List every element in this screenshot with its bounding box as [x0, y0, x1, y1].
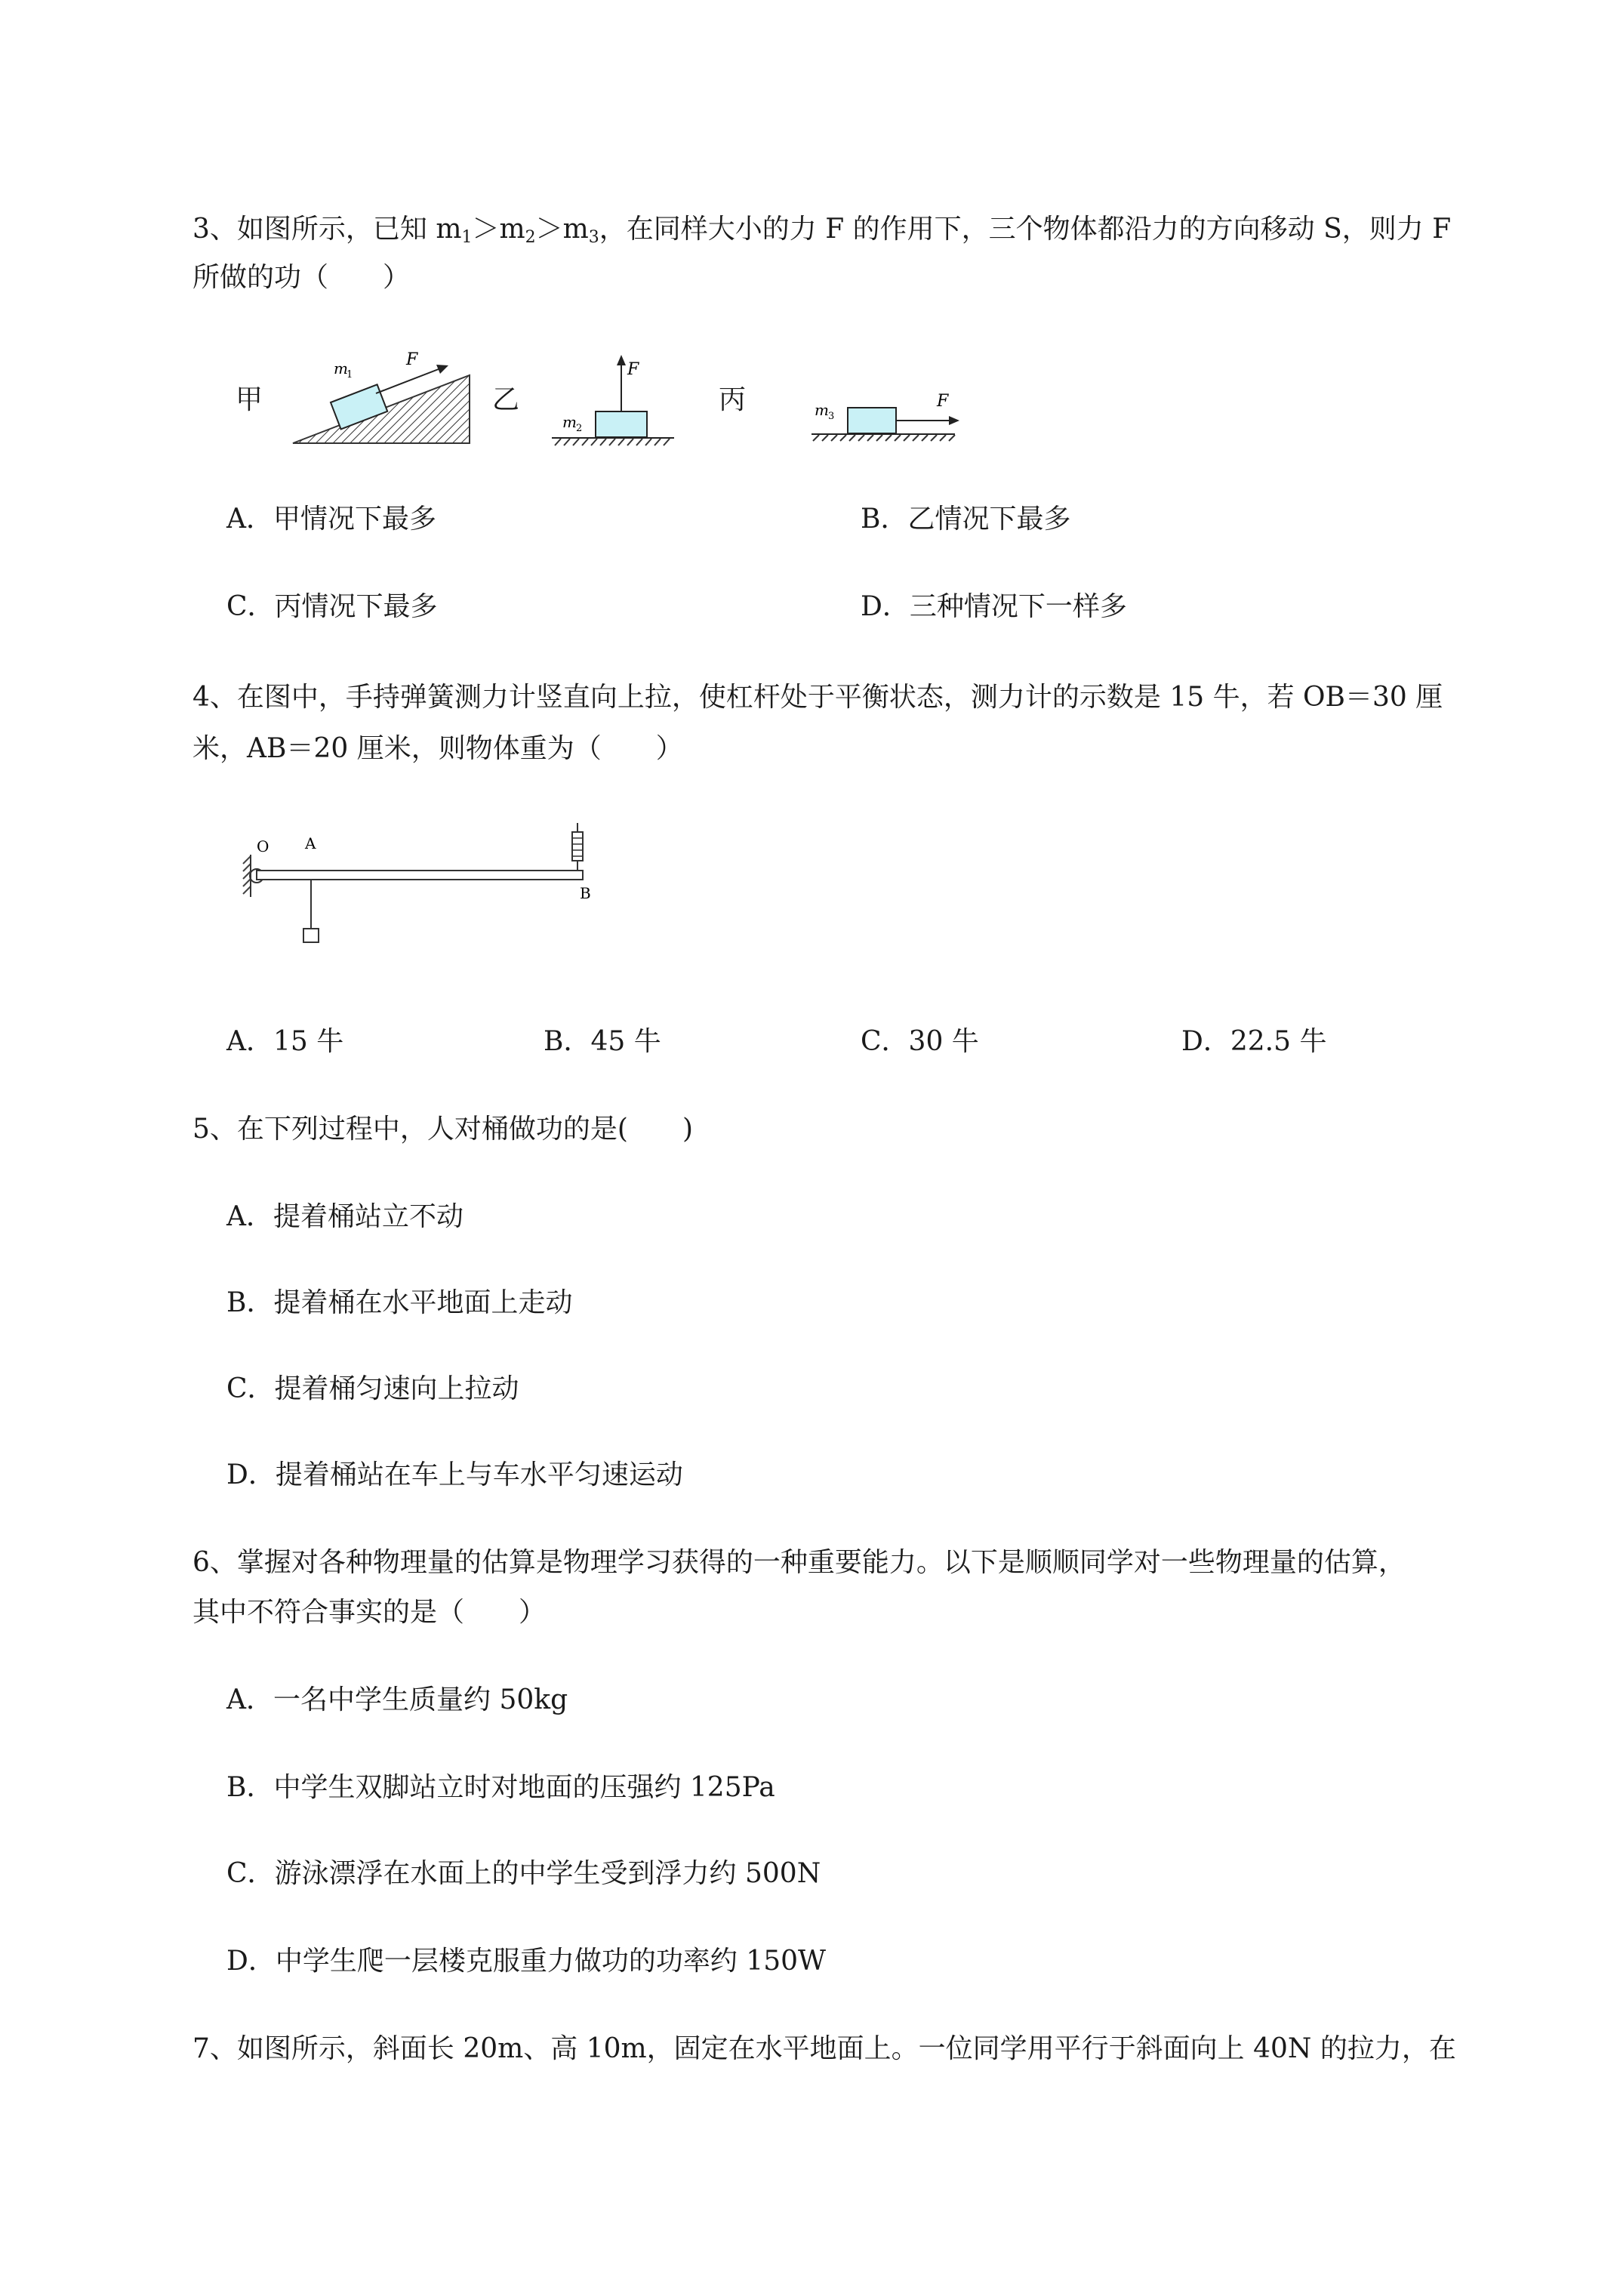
q7-stem-line1: 7、如图所示，斜面长 20m、高 10m，固定在水平地面上。一位同学用平行于斜面向上 40N 的拉力，在 — [192, 2033, 1456, 2064]
q4-option-b[interactable]: B．45 牛 — [544, 1026, 661, 1057]
incline-figure — [287, 344, 483, 449]
q4-option-c[interactable]: C．30 牛 — [861, 1026, 979, 1057]
q3-option-d[interactable]: D．三种情况下一样多 — [861, 591, 1127, 622]
q4-stem-line1: 4、在图中，手持弹簧测力计竖直向上拉，使杠杆处于平衡状态，测力计的示数是 15 牛，若 OB＝30 厘 — [192, 682, 1443, 713]
q3-stem-line2: 所做的功（ ） — [192, 262, 411, 293]
point-b-label: B — [580, 884, 591, 902]
horizontal-pull-figure — [804, 362, 970, 445]
f-label-1: F — [406, 350, 418, 369]
fig-label-bing: 丙 — [719, 384, 747, 415]
q3-option-b[interactable]: B．乙情况下最多 — [861, 504, 1071, 535]
q3-option-a[interactable]: A．甲情况下最多 — [226, 504, 436, 535]
ground-hatch — [555, 439, 670, 445]
f-label-2: F — [627, 360, 639, 379]
q6-option-d[interactable]: D．中学生爬一层楼克服重力做功的功率约 150W — [226, 1946, 827, 1977]
q3-option-c[interactable]: C．丙情况下最多 — [226, 591, 438, 622]
m3-label: m — [815, 401, 829, 419]
q5-option-b[interactable]: B．提着桶在水平地面上走动 — [226, 1287, 573, 1318]
q5-stem: 5、在下列过程中，人对桶做功的是( ) — [192, 1114, 693, 1145]
m2-sub: 2 — [576, 423, 583, 434]
q5-option-d[interactable]: D．提着桶站在车上与车水平匀速运动 — [226, 1459, 683, 1490]
lever-bar — [257, 871, 583, 880]
q5-option-c[interactable]: C．提着桶匀速向上拉动 — [226, 1373, 519, 1404]
lever-figure — [234, 815, 611, 959]
vertical-pull-figure — [547, 347, 683, 453]
m2-label: m — [562, 413, 577, 431]
point-a-label: A — [305, 834, 316, 852]
point-o-label: O — [257, 837, 269, 855]
ground-hatch — [813, 435, 955, 441]
m3-sub: 3 — [828, 411, 835, 422]
q4-option-d[interactable]: D．22.5 牛 — [1181, 1026, 1327, 1057]
block-m2 — [596, 411, 647, 437]
m1-sub: 1 — [346, 369, 353, 381]
m1-label: m — [334, 359, 348, 378]
q6-option-b[interactable]: B．中学生双脚站立时对地面的压强约 125Pa — [226, 1772, 775, 1803]
q4-option-a[interactable]: A．15 牛 — [226, 1026, 344, 1057]
fig-label-jia: 甲 — [236, 384, 263, 415]
force-arrow-head — [949, 416, 959, 425]
q6-option-a[interactable]: A．一名中学生质量约 50kg — [226, 1684, 568, 1715]
q5-option-a[interactable]: A．提着桶站立不动 — [226, 1201, 463, 1232]
q6-stem-line2: 其中不符合事实的是（ ） — [192, 1597, 547, 1628]
q6-option-c[interactable]: C．游泳漂浮在水面上的中学生受到浮力约 500N — [226, 1858, 821, 1889]
f-label-3: F — [937, 392, 949, 411]
fig-label-yi: 乙 — [492, 384, 520, 415]
q3-stem-line1: 3、如图所示，已知 $m_1>m_2>m_3$，在同样大小的力 F 的作用下，三个物体都沿力的方向移动 S，则力 F — [192, 214, 1452, 247]
q4-stem-line2: 米，AB＝20 厘米，则物体重为（ ） — [192, 733, 683, 764]
block-m3 — [848, 408, 896, 433]
hanging-weight — [303, 929, 319, 942]
q6-stem-line1: 6、掌握对各种物理量的估算是物理学习获得的一种重要能力。以下是顺顺同学对一些物理量的估算， — [192, 1547, 1406, 1578]
force-arrow-head — [617, 355, 626, 365]
